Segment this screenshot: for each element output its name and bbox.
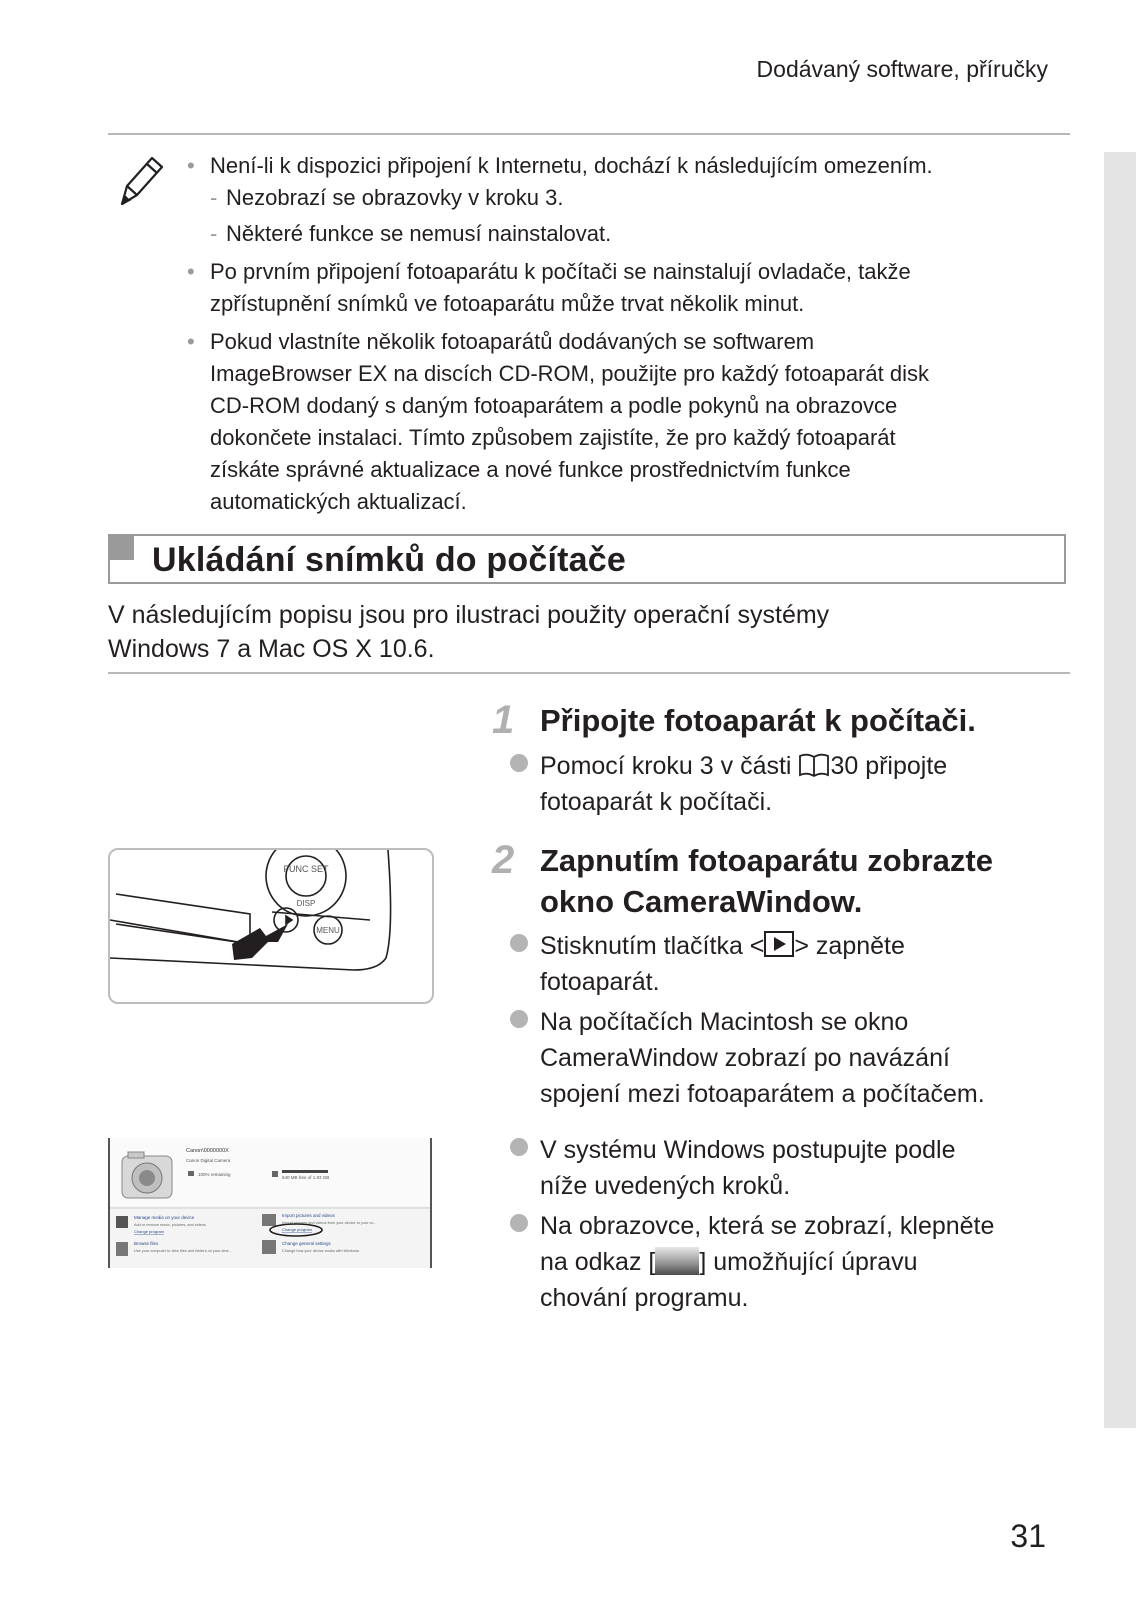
note-subitem [116, 218, 1036, 250]
option-desc: Change how your device works with Windows [282, 1249, 360, 1253]
section-corner-marker [108, 534, 134, 560]
option-desc: Use your computer to view files and folders on your devi... [134, 1249, 232, 1253]
note-line: CD-ROM dodaný s daným fotoaparátem a podle pokynů na obrazovce [210, 393, 898, 418]
folder-icon [116, 1242, 128, 1256]
bullet-line: spojení mezi fotoaparátem a počítačem. [540, 1080, 985, 1108]
change-program-link[interactable]: Change program [134, 1229, 165, 1234]
note-line: Po prvním připojení fotoaparátu k počítači se nainstalují ovladače, takže [210, 259, 911, 284]
bullet-dot-icon: • [187, 153, 195, 178]
page-reference: 30 [830, 752, 859, 780]
note-line: automatických aktualizací. [210, 489, 467, 514]
bullet-line: CameraWindow zobrazí po navázání [540, 1044, 950, 1072]
note-subitem [116, 182, 1036, 214]
playback-button-icon [764, 931, 794, 957]
step-bullet [540, 748, 1060, 820]
option-title[interactable]: Manage media on your device [134, 1215, 195, 1220]
press-arrow-icon [232, 924, 288, 960]
header-divider [108, 133, 1070, 135]
option-title[interactable]: Change general settings [282, 1241, 331, 1246]
step-title: Připojte fotoaparát k počítači. [540, 703, 976, 738]
func-set-label: FUNC SET [283, 864, 329, 874]
option-title[interactable]: Browse files [134, 1241, 159, 1246]
media-icon [116, 1216, 128, 1228]
storage-icon [272, 1171, 278, 1177]
device-type: Canon Digital Camera [186, 1158, 231, 1163]
side-chapter-tab [1104, 152, 1136, 1428]
option-desc: Import pictures and videos from your device to your co... [282, 1221, 377, 1225]
step-title-line: okno CameraWindow. [540, 884, 863, 919]
bullet-line: chování programu. [540, 1284, 749, 1312]
note-line: Pokud vlastníte několik fotoaparátů dodávaných se softwarem [210, 329, 815, 354]
option-desc: Add or remove music, pictures, and videos [134, 1223, 206, 1227]
dash-icon: - [210, 185, 218, 210]
running-header: Dodávaný software, příručky [756, 56, 1048, 82]
section-intro [108, 598, 1038, 666]
bullet-dot-icon: • [187, 259, 195, 284]
battery-status: 100% remaining [198, 1172, 231, 1177]
step-number: 2 [492, 838, 515, 882]
bullet-line: Stisknutím tlačítka < > zapněte [540, 932, 905, 960]
note-block [116, 150, 1036, 518]
intro-line: V následujícím popisu jsou pro ilustraci použity operační systémy [108, 601, 830, 629]
bullet-line: níže uvedených kroků. [540, 1172, 791, 1200]
change-program-link[interactable]: Change program [282, 1227, 313, 1232]
bullet-line: Pomocí kroku 3 v části 30 připojte [540, 752, 948, 780]
note-bullet [116, 256, 1036, 320]
section-title: Ukládání snímků do počítače [152, 541, 626, 579]
import-icon [262, 1214, 276, 1226]
step-bullet [540, 1004, 1060, 1112]
bullet-dot-icon [510, 1214, 528, 1232]
note-subitem-text: Některé funkce se nemusí nainstalovat. [226, 221, 612, 246]
intro-line: Windows 7 a Mac OS X 10.6. [108, 635, 435, 663]
option-title[interactable]: Import pictures and videos [282, 1213, 335, 1218]
disp-label: DISP [296, 899, 316, 908]
camera-drawing [110, 850, 432, 1002]
bullet-line: Na obrazovce, která se zobrazí, klepněte [540, 1212, 995, 1240]
bullet-dot-icon [510, 1138, 528, 1156]
bullet-dot-icon [510, 934, 528, 952]
bullet-line: fotoaparát k počítači. [540, 788, 773, 816]
menu-label: MENU [316, 926, 340, 935]
note-line: získáte správné aktualizace a nové funkce prostřednictvím funkce [210, 457, 851, 482]
bullet-line: na odkaz [ ] umožňující úpravu [540, 1248, 918, 1276]
battery-icon [188, 1171, 194, 1176]
intro-divider [108, 672, 1070, 674]
step-bullet [540, 1208, 1060, 1316]
step-number: 1 [492, 698, 515, 742]
note-subitem-text: Nezobrazí se obrazovky v kroku 3. [226, 185, 564, 210]
note-line: zpřístupnění snímků ve fotoaparátu může trvat několik minut. [210, 291, 805, 316]
step-title [540, 840, 993, 922]
camera-icon [122, 1152, 172, 1198]
book-reference-icon [798, 752, 830, 778]
page-number: 31 [1010, 1518, 1046, 1554]
step-bullet [540, 1132, 1060, 1204]
camerawindow-screenshot [108, 1138, 432, 1268]
dash-icon: - [210, 221, 218, 246]
landscape-thumbnail-icon [655, 1247, 699, 1275]
settings-icon [262, 1240, 276, 1254]
bullet-line: Na počítačích Macintosh se okno [540, 1008, 909, 1036]
bullet-dot-icon [510, 1010, 528, 1028]
bullet-dot-icon [510, 754, 528, 772]
step-bullet [540, 928, 1060, 1000]
autoplay-dialog [108, 1138, 432, 1268]
bullet-line: fotoaparát. [540, 968, 660, 996]
storage-status: 640 MB free of 1.83 GB [282, 1175, 330, 1180]
camera-illustration [108, 848, 434, 1004]
note-bullet [116, 326, 1036, 518]
step-title-line: Zapnutím fotoaparátu zobrazte [540, 843, 993, 878]
note-bullet [116, 150, 1036, 182]
bullet-line: V systému Windows postupujte podle [540, 1136, 956, 1164]
note-line: dokončete instalaci. Tímto způsobem zajistíte, že pro každý fotoaparát [210, 425, 896, 450]
note-line: ImageBrowser EX na discích CD-ROM, použijte pro každý fotoaparát disk [210, 361, 929, 386]
bullet-dot-icon: • [187, 329, 195, 354]
note-text: Není-li k dispozici připojení k Internetu, dochází k následujícím omezením. [210, 153, 933, 178]
storage-bar [282, 1170, 328, 1173]
device-name: Canon\0000000X [186, 1148, 229, 1154]
